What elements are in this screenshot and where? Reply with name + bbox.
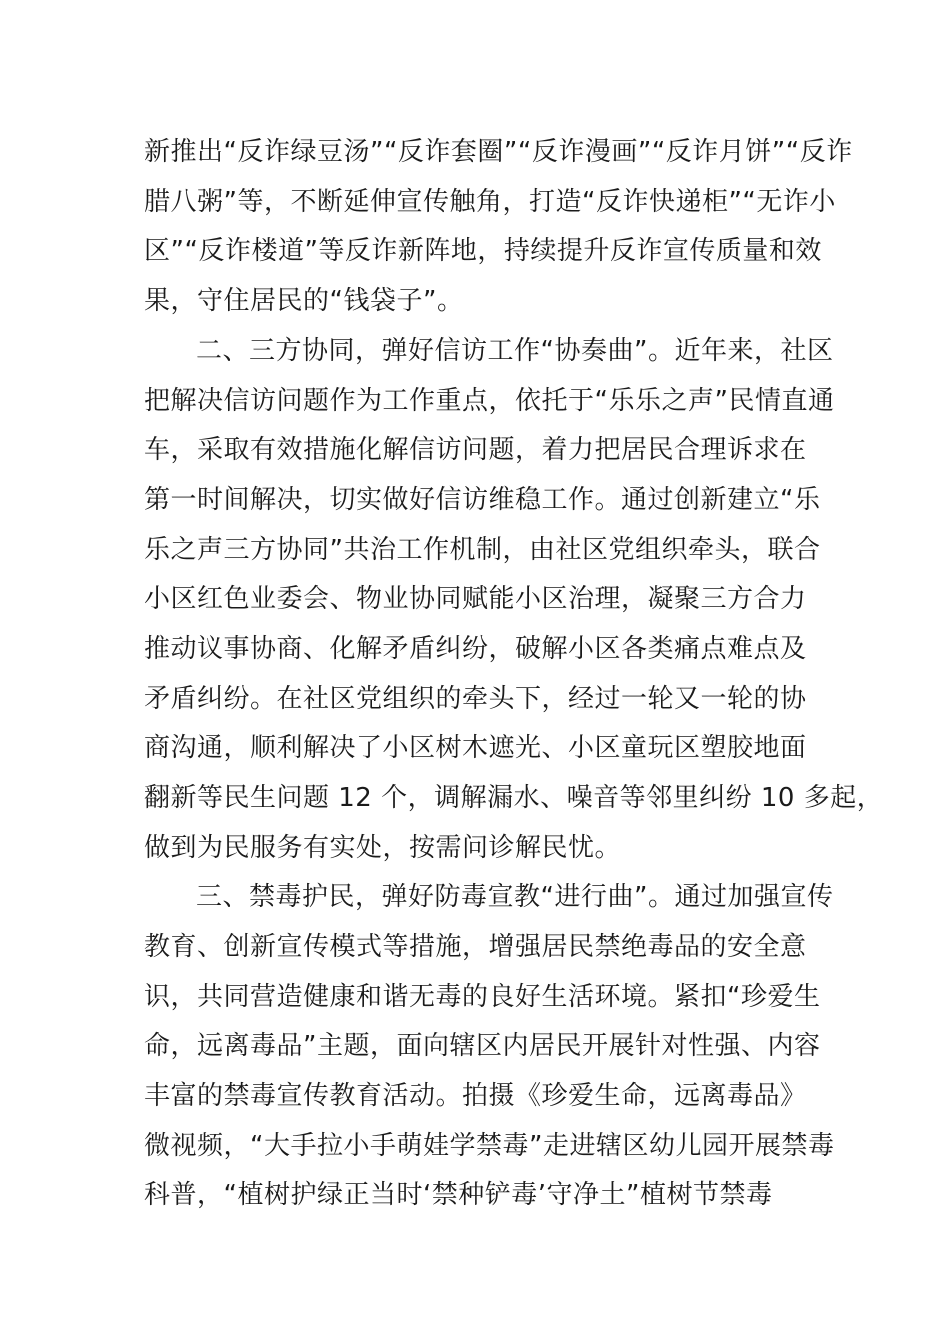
text-line-17: 教育、创新宣传模式等措施，增强居民禁绝毒品的安全意: [144, 932, 807, 962]
text-line-14: 翻新等民生问题 12 个，调解漏水、噪音等邻里纠纷 10 多起，: [144, 783, 884, 813]
text-line-18: 识，共同营造健康和谐无毒的良好生活环境。紧扣“珍爱生: [144, 982, 821, 1012]
text-line-12: 矛盾纠纷。在社区党组织的牵头下，经过一轮又一轮的协: [144, 684, 807, 714]
text-line-2: 腊八粥”等，不断延伸宣传触角，打造“反诈快递柜”“无诈小: [144, 187, 836, 217]
text-line-4: 果，守住居民的“钱袋子”。: [144, 286, 464, 316]
text-line-13: 商沟通，顺利解决了小区树木遮光、小区童玩区塑胶地面: [144, 733, 807, 763]
text-line-1: 新推出“反诈绿豆汤”“反诈套圈”“反诈漫画”“反诈月饼”“反诈: [144, 137, 853, 167]
text-line-9: 乐之声三方协同”共治工作机制，由社区党组织牵头，联合: [144, 535, 821, 565]
text-line-3: 区”“反诈楼道”等反诈新阵地，持续提升反诈宣传质量和效: [144, 236, 822, 266]
text-line-20: 丰富的禁毒宣传教育活动。拍摄《珍爱生命，远离毒品》: [144, 1081, 807, 1111]
section-2-heading-line: 二、三方协同，弹好信访工作“协奏曲”。近年来，社区: [196, 336, 834, 366]
text-line-21: 微视频，“大手拉小手萌娃学禁毒”走进辖区幼儿园开展禁毒: [144, 1131, 835, 1161]
text-line-22: 科普，“植树护绿正当时‘禁种铲毒’守净土”植树节禁毒: [144, 1180, 773, 1210]
text-line-15: 做到为民服务有实处，按需问诊解民忧。: [144, 833, 622, 863]
text-line-11: 推动议事协商、化解矛盾纠纷，破解小区各类痛点难点及: [144, 634, 807, 664]
text-line-8: 第一时间解决，切实做好信访维稳工作。通过创新建立“乐: [144, 485, 821, 515]
text-line-10: 小区红色业委会、物业协同赋能小区治理，凝聚三方合力: [144, 584, 807, 614]
text-line-6: 把解决信访问题作为工作重点，依托于“乐乐之声”民情直通: [144, 386, 835, 416]
text-line-7: 车，采取有效措施化解信访问题，着力把居民合理诉求在: [144, 435, 807, 465]
text-line-19: 命，远离毒品”主题，面向辖区内居民开展针对性强、内容: [144, 1031, 821, 1061]
section-3-heading-line: 三、禁毒护民，弹好防毒宣教“进行曲”。通过加强宣传: [196, 882, 834, 912]
